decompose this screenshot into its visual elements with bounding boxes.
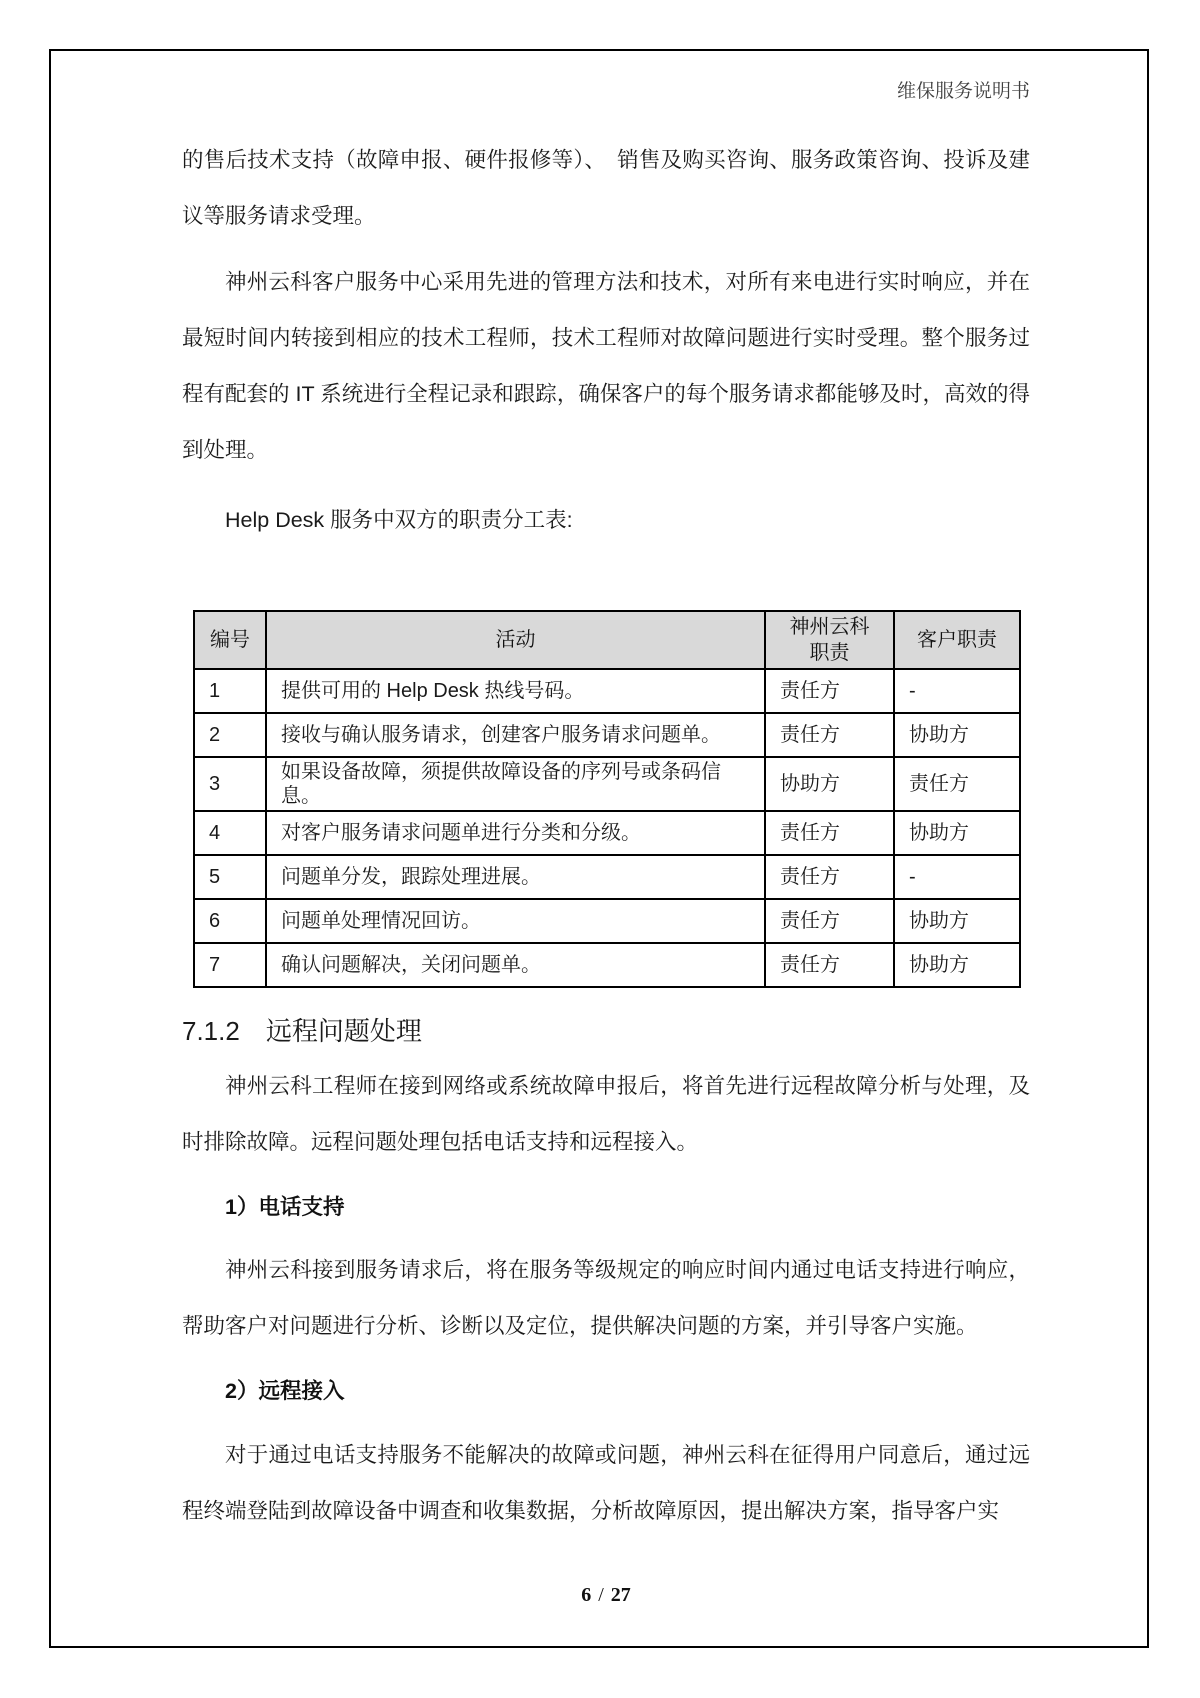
paragraph-phone-support: 神州云科接到服务请求后，将在服务等级规定的响应时间内通过电话支持进行响应，帮助客户对问题进行分析、诊断以及定位，提供解决问题的方案，并引导客户实施。: [182, 1258, 1030, 1338]
cell-vendor: 协助方: [765, 757, 894, 811]
cell-vendor: 责任方: [765, 899, 894, 943]
header-cell-number: 编号: [194, 611, 266, 669]
paragraph-service-center: 神州云科客户服务中心采用先进的管理方法和技术，对所有来电进行实时响应，并在最短时间内转接到相应的技术工程师，技术工程师对故障问题进行实时受理。整个服务过程有配套的 IT 系统进行全程记录和跟踪，确保客户的每个服务请求都能够及时，高效的得到处理。: [182, 270, 1030, 462]
table-row: [194, 713, 1020, 757]
header-cell-vendor-responsibility: 神州云科职责: [765, 611, 894, 669]
cell-vendor: 责任方: [765, 855, 894, 899]
document-content: [182, 0, 1030, 1609]
responsibilities-table: [193, 610, 1021, 988]
footer-separator: /: [598, 1584, 604, 1606]
table-row: [194, 943, 1020, 987]
cell-number: 5: [194, 855, 266, 899]
cell-number: 4: [194, 811, 266, 855]
cell-vendor: 责任方: [765, 669, 894, 713]
cell-customer: -: [894, 855, 1020, 899]
cell-vendor: 责任方: [765, 811, 894, 855]
cell-activity: 问题单处理情况回访。: [266, 899, 765, 943]
cell-customer: 协助方: [894, 811, 1020, 855]
cell-number: 7: [194, 943, 266, 987]
page-footer: [182, 1581, 1030, 1609]
table-caption: Help Desk 服务中双方的职责分工表:: [225, 508, 573, 532]
paragraph-remote-access: 对于通过电话支持服务不能解决的故障或问题，神州云科在征得用户同意后，通过远程终端登陆到故障设备中调查和收集数据，分析故障原因，提出解决方案，指导客户实: [182, 1443, 1030, 1523]
cell-customer: 协助方: [894, 899, 1020, 943]
cell-activity: 确认问题解决，关闭问题单。: [266, 943, 765, 987]
section-heading-7-1-2: [182, 1014, 1030, 1048]
header-cell-activity: 活动: [266, 611, 765, 669]
cell-number: 3: [194, 757, 266, 811]
cell-activity: 问题单分发，跟踪处理进展。: [266, 855, 765, 899]
cell-customer: 责任方: [894, 757, 1020, 811]
table-row: [194, 757, 1020, 811]
cell-number: 6: [194, 899, 266, 943]
cell-number: 1: [194, 669, 266, 713]
section-title: 远程问题处理: [265, 1016, 422, 1046]
cell-customer: 协助方: [894, 713, 1020, 757]
cell-activity: 对客户服务请求问题单进行分类和分级。: [266, 811, 765, 855]
paragraph-continuation: 的售后技术支持（故障申报、硬件报修等）、 销售及购买咨询、服务政策咨询、投诉及建议等服务请求受理。: [182, 148, 1030, 228]
cell-vendor: 责任方: [765, 943, 894, 987]
table-header-row: [194, 611, 1020, 669]
paragraph-remote-intro: 神州云科工程师在接到网络或系统故障申报后，将首先进行远程故障分析与处理，及时排除故障。远程问题处理包括电话支持和远程接入。: [182, 1074, 1030, 1154]
cell-activity: 提供可用的 Help Desk 热线号码。: [266, 669, 765, 713]
table-row: [194, 899, 1020, 943]
subheading-phone-support: 1）电话支持: [225, 1195, 345, 1219]
cell-vendor: 责任方: [765, 713, 894, 757]
footer-total-pages: 27: [610, 1584, 631, 1606]
section-number: 7.1.2: [182, 1016, 240, 1046]
cell-customer: -: [894, 669, 1020, 713]
footer-current-page: 6: [581, 1584, 592, 1606]
cell-activity: 如果设备故障，须提供故障设备的序列号或条码信息。: [266, 757, 765, 811]
table-row: [194, 669, 1020, 713]
table-row: [194, 811, 1020, 855]
header-cell-customer-responsibility: 客户职责: [894, 611, 1020, 669]
cell-customer: 协助方: [894, 943, 1020, 987]
subheading-remote-access: 2）远程接入: [225, 1379, 345, 1403]
cell-activity: 接收与确认服务请求，创建客户服务请求问题单。: [266, 713, 765, 757]
table-row: [194, 855, 1020, 899]
page-header-title: 维保服务说明书: [896, 81, 1030, 102]
cell-number: 2: [194, 713, 266, 757]
